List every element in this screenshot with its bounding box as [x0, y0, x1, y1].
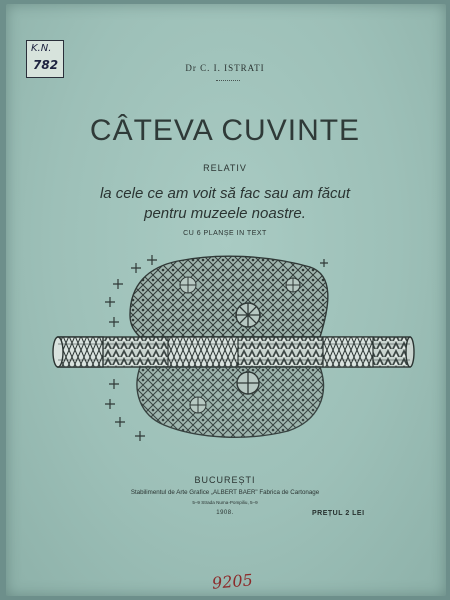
ornamental-rule: [216, 80, 240, 83]
imprint-city: BUCUREȘTI: [194, 475, 256, 485]
title-relativ: RELATIV: [203, 163, 247, 173]
imprint-street: 5–9 Strada Numa-Pompiliu, 5–9: [192, 500, 258, 505]
price-label: PREȚUL 2 LEI: [312, 510, 365, 517]
library-stamp-number: 782: [33, 58, 59, 72]
carved-staff: [53, 337, 414, 367]
library-stamp-line1: K.N.: [31, 43, 52, 54]
upper-carved-panel: [130, 256, 328, 337]
imprint-year: 1908.: [216, 510, 234, 516]
lower-carved-panel: [137, 367, 323, 437]
handwritten-inventory-number: 9205: [211, 570, 254, 593]
plates-note: CU 6 PLANȘE IN TEXT: [183, 230, 267, 237]
imprint-printer: Stabilimentul de Arte Grafice „ALBERT BAER" Fabrica de Cartonage: [130, 489, 320, 496]
subtitle-line-2: pentru muzeele noastre.: [144, 205, 306, 222]
book-title: CÂTEVA CUVINTE: [89, 114, 361, 147]
subtitle-line-1: la cele ce am voit să fac sau am făcut: [99, 185, 351, 202]
author-name: Dr C. I. ISTRATI: [185, 63, 265, 73]
carved-staff-illustration: [48, 245, 418, 445]
